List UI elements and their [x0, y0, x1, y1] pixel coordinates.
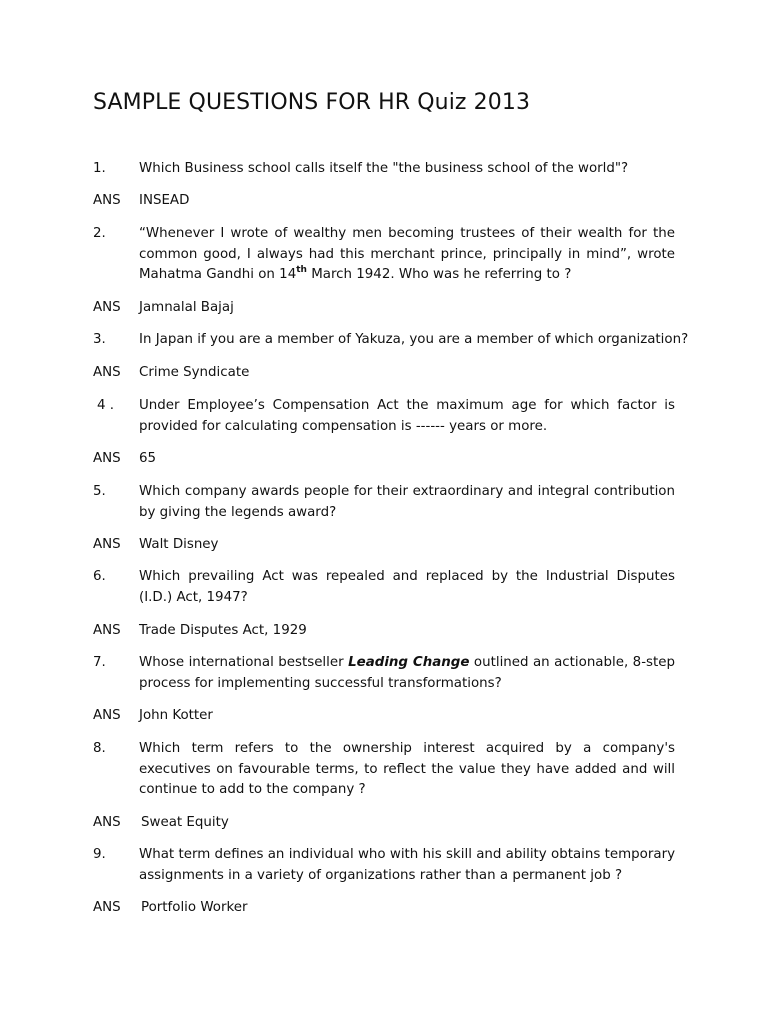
question-text: Which Business school calls itself the "the business school of the world"?	[139, 161, 629, 176]
question-text: What term defines an individual who with his skill and ability obtains temporary assignments in a variety of organizations rather than a permanent job ?	[139, 847, 675, 883]
question-text: Which prevailing Act was repealed and replaced by the Industrial Disputes (I.D.) Act, 1947?	[139, 569, 675, 605]
question-text-part: March 1942. Who was he referring to ?	[306, 267, 572, 282]
answer-text: 65	[139, 451, 157, 466]
question-9	[93, 845, 675, 886]
superscript: th	[296, 265, 307, 275]
answer-2	[93, 298, 675, 319]
question-2	[93, 224, 675, 286]
question-text	[139, 653, 675, 694]
answer-3	[93, 363, 675, 384]
document-title: SAMPLE QUESTIONS FOR HR Quiz 2013	[93, 90, 531, 115]
question-number: 2.	[93, 226, 106, 241]
answer-label: ANS	[93, 815, 121, 830]
answer-text: Sweat Equity	[141, 815, 229, 830]
question-number: 7.	[93, 655, 106, 670]
answer-label: ANS	[93, 623, 121, 638]
question-text-part: outlined an actionable, 8-step process for implementing successful transformations?	[139, 655, 675, 691]
question-5	[93, 482, 675, 523]
answer-8	[93, 813, 675, 834]
answer-text: John Kotter	[139, 708, 213, 723]
answer-7	[93, 706, 675, 727]
question-number: 1.	[93, 161, 106, 176]
answer-label: ANS	[93, 365, 121, 380]
question-number: 8.	[93, 741, 106, 756]
question-number: 6.	[93, 569, 106, 584]
question-text: Under Employee’s Compensation Act the maximum age for which factor is provided for calculating compensation is ------ years or more.	[139, 398, 675, 434]
answer-label: ANS	[93, 193, 121, 208]
answer-text: INSEAD	[139, 193, 190, 208]
answer-4	[93, 449, 675, 470]
answer-label: ANS	[93, 537, 121, 552]
question-number: 9.	[93, 847, 106, 862]
question-text	[139, 224, 675, 286]
question-6	[93, 567, 675, 608]
question-text: In Japan if you are a member of Yakuza, you are a member of which organization?	[139, 332, 689, 347]
answer-text: Jamnalal Bajaj	[139, 300, 234, 315]
answer-label: ANS	[93, 900, 121, 915]
question-7	[93, 653, 675, 694]
question-number: 3.	[93, 332, 106, 347]
answer-label: ANS	[93, 451, 121, 466]
answer-label: ANS	[93, 708, 121, 723]
question-text: Which company awards people for their extraordinary and integral contribution by giving the legends award?	[139, 484, 675, 520]
question-number: 4 .	[97, 398, 115, 413]
answer-text: Crime Syndicate	[139, 365, 250, 380]
answer-6	[93, 621, 675, 642]
answer-text: Walt Disney	[139, 537, 219, 552]
question-1	[93, 159, 675, 180]
question-text: Which term refers to the ownership interest acquired by a company's executives on favourable terms, to reflect the value they have added and will continue to add to the company ?	[139, 741, 675, 797]
answer-9	[93, 898, 675, 919]
question-4	[93, 396, 675, 437]
question-text-part: Whose international bestseller	[139, 655, 349, 670]
answer-5	[93, 535, 675, 556]
answer-1	[93, 191, 675, 212]
question-number: 5.	[93, 484, 106, 499]
question-text-part: “Whenever I wrote of wealthy men becoming trustees of their wealth for the common good, I always had this merchant prince, principally in mind”, wrote Mahatma Gandhi on 14	[139, 226, 675, 282]
answer-text: Portfolio Worker	[141, 900, 248, 915]
question-3	[93, 330, 689, 351]
question-8	[93, 739, 675, 801]
answer-text: Trade Disputes Act, 1929	[139, 623, 307, 638]
book-title: Leading Change	[348, 655, 470, 670]
answer-label: ANS	[93, 300, 121, 315]
